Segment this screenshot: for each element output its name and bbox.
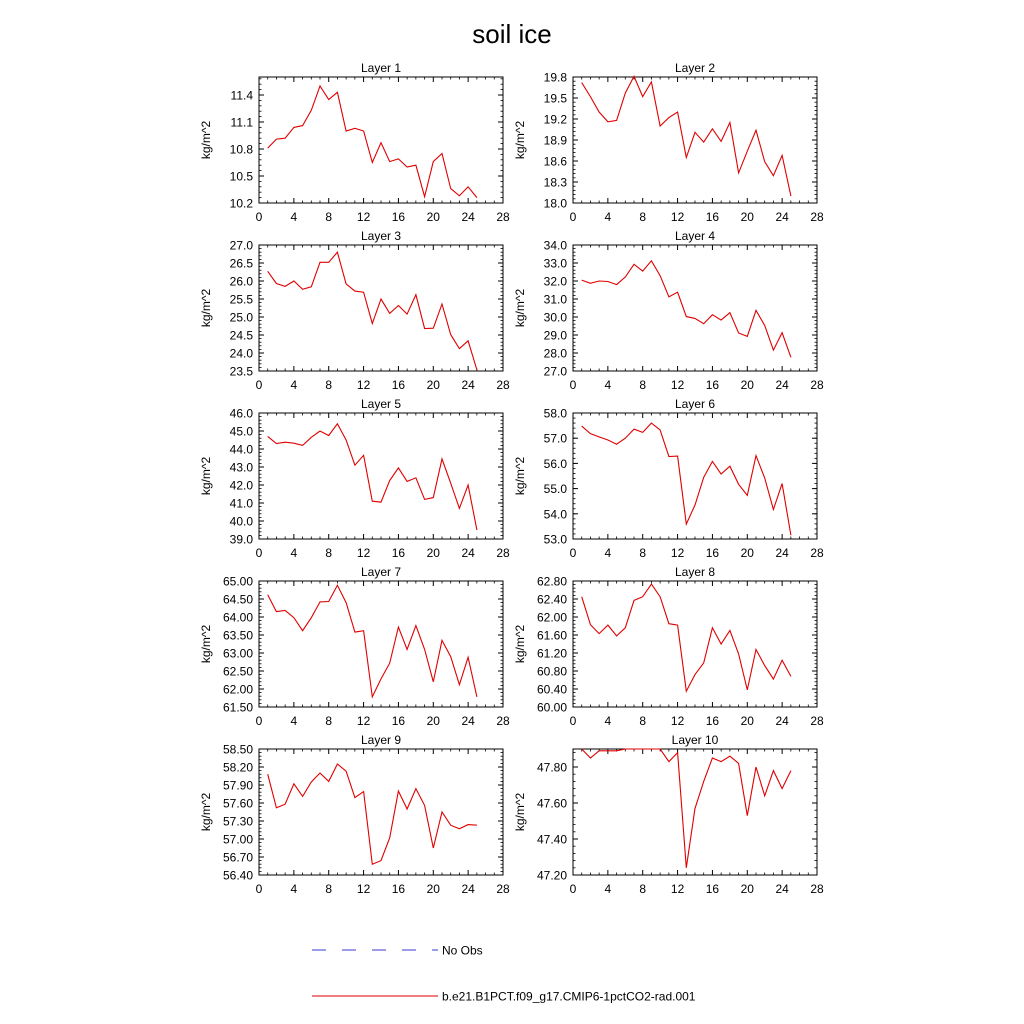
plot-frame: [259, 77, 503, 203]
y-tick-label: 11.4: [230, 88, 253, 103]
y-tick-label: 18.0: [543, 196, 567, 211]
x-tick-label: 20: [426, 546, 440, 560]
x-tick-label: 24: [775, 210, 789, 224]
plot-frame: [259, 413, 503, 539]
x-tick-label: 24: [461, 378, 475, 392]
y-tick-label: 23.5: [229, 364, 253, 379]
series-line: [268, 252, 477, 370]
x-tick-label: 24: [461, 546, 475, 560]
x-tick-label: 0: [255, 882, 263, 896]
y-tick-label: 47.60: [536, 796, 567, 811]
legend-label-model: b.e21.B1PCT.f09_g17.CMIP6-1pctCO2-rad.001: [442, 989, 696, 1004]
x-tick-label: 0: [569, 714, 577, 728]
y-tick-label: 65.00: [222, 574, 253, 589]
y-tick-label: 28.0: [543, 346, 567, 361]
x-tick-label: 28: [496, 546, 510, 560]
x-tick-label: 20: [740, 378, 754, 392]
x-tick-label: 12: [670, 546, 685, 560]
x-tick-label: 12: [670, 882, 685, 896]
x-tick-label: 20: [426, 378, 440, 392]
panel-title: Layer 4: [674, 229, 716, 243]
y-axis-label: kg/m^2: [199, 288, 213, 328]
y-tick-label: 55.0: [543, 482, 567, 497]
y-tick-label: 64.00: [222, 610, 253, 625]
y-tick-label: 10.5: [229, 169, 253, 184]
panel-layer-7: [199, 565, 510, 728]
y-tick-label: 46.0: [229, 406, 253, 421]
legend: [312, 944, 696, 1004]
y-tick-label: 56.40: [222, 868, 253, 883]
y-tick-label: 60.00: [536, 700, 567, 715]
y-tick-label: 47.20: [536, 868, 567, 883]
x-tick-label: 8: [325, 882, 333, 896]
x-tick-label: 16: [705, 210, 720, 224]
x-tick-label: 4: [290, 546, 298, 560]
series-line: [582, 584, 791, 691]
panel-title: Layer 3: [360, 229, 402, 243]
x-tick-label: 24: [775, 882, 789, 896]
y-tick-label: 19.5: [543, 91, 567, 106]
plot-frame: [573, 77, 817, 203]
x-tick-label: 8: [639, 210, 647, 224]
panel-layer-9: [199, 733, 510, 896]
panel-layer-8: [513, 565, 824, 728]
panel-layer-6: [513, 397, 824, 560]
panel-title: Layer 5: [360, 397, 402, 411]
x-tick-label: 28: [810, 378, 824, 392]
y-tick-label: 29.0: [543, 328, 567, 343]
x-tick-label: 16: [391, 378, 406, 392]
x-tick-label: 8: [639, 714, 647, 728]
y-axis-label: kg/m^2: [513, 792, 527, 832]
y-tick-label: 34.0: [543, 238, 567, 253]
y-axis-label: kg/m^2: [513, 120, 527, 160]
y-tick-label: 26.5: [229, 256, 253, 271]
x-tick-label: 4: [290, 378, 298, 392]
x-tick-label: 24: [461, 210, 475, 224]
x-tick-label: 20: [740, 714, 754, 728]
x-tick-label: 12: [670, 714, 685, 728]
y-tick-label: 24.5: [229, 328, 253, 343]
panel-title: Layer 1: [360, 61, 402, 75]
y-tick-label: 62.50: [222, 664, 253, 679]
y-tick-label: 18.6: [543, 154, 567, 169]
plot-frame: [573, 413, 817, 539]
series-line: [268, 86, 477, 198]
y-tick-label: 19.8: [543, 70, 567, 85]
y-tick-label: 62.80: [536, 574, 567, 589]
y-tick-label: 57.60: [222, 796, 253, 811]
y-tick-label: 61.50: [222, 700, 253, 715]
x-tick-label: 8: [639, 882, 647, 896]
x-tick-label: 24: [775, 378, 789, 392]
y-tick-label: 63.00: [222, 646, 253, 661]
y-tick-label: 30.0: [543, 310, 567, 325]
x-tick-label: 0: [569, 378, 577, 392]
panel-layer-2: [513, 61, 824, 224]
y-tick-label: 64.50: [222, 592, 253, 607]
y-tick-label: 33.0: [543, 256, 567, 271]
y-axis-label: kg/m^2: [513, 288, 527, 328]
y-tick-label: 39.0: [229, 532, 253, 547]
x-tick-label: 12: [356, 546, 371, 560]
y-tick-label: 31.0: [543, 292, 567, 307]
y-tick-label: 62.00: [536, 610, 567, 625]
x-tick-label: 4: [290, 714, 298, 728]
y-tick-label: 62.00: [222, 682, 253, 697]
panel-layer-10: [513, 733, 824, 896]
x-tick-label: 4: [604, 882, 612, 896]
x-tick-label: 4: [604, 546, 612, 560]
panel-title: Layer 8: [674, 565, 716, 579]
y-axis-label: kg/m^2: [199, 120, 213, 160]
panel-title: Layer 2: [674, 61, 716, 75]
y-tick-label: 43.0: [229, 460, 253, 475]
x-tick-label: 4: [290, 882, 298, 896]
y-tick-label: 24.0: [229, 346, 253, 361]
x-tick-label: 28: [810, 882, 824, 896]
plot-frame: [573, 245, 817, 371]
plot-frame: [259, 581, 503, 707]
x-tick-label: 16: [705, 882, 720, 896]
x-tick-label: 28: [810, 210, 824, 224]
x-tick-label: 24: [775, 546, 789, 560]
y-axis-label: kg/m^2: [513, 624, 527, 664]
y-tick-label: 40.0: [229, 514, 253, 529]
panel-title: Layer 7: [360, 565, 402, 579]
y-tick-label: 53.0: [543, 532, 567, 547]
y-tick-label: 57.90: [222, 778, 253, 793]
x-tick-label: 12: [356, 714, 371, 728]
y-tick-label: 57.0: [543, 431, 567, 446]
x-tick-label: 28: [496, 378, 510, 392]
series-line: [582, 749, 791, 868]
y-tick-label: 27.0: [229, 238, 253, 253]
series-line: [582, 261, 791, 358]
series-line: [582, 423, 791, 535]
y-tick-label: 18.3: [543, 175, 567, 190]
y-tick-label: 44.0: [229, 442, 253, 457]
y-tick-label: 58.50: [222, 742, 253, 757]
x-tick-label: 4: [604, 714, 612, 728]
panel-layer-3: [199, 229, 510, 392]
x-tick-label: 24: [461, 714, 475, 728]
x-tick-label: 8: [325, 378, 333, 392]
plot-frame: [259, 245, 503, 371]
y-tick-label: 60.80: [536, 664, 567, 679]
x-tick-label: 28: [496, 882, 510, 896]
plot-frame: [259, 749, 503, 875]
y-tick-label: 18.9: [543, 133, 567, 148]
y-tick-label: 62.40: [536, 592, 567, 607]
panel-layer-4: [513, 229, 824, 392]
panel-title: Layer 9: [360, 733, 402, 747]
x-tick-label: 4: [290, 210, 298, 224]
y-axis-label: kg/m^2: [199, 624, 213, 664]
plot-frame: [573, 581, 817, 707]
x-tick-label: 20: [426, 714, 440, 728]
y-tick-label: 61.60: [536, 628, 567, 643]
y-tick-label: 61.20: [536, 646, 567, 661]
x-tick-label: 28: [496, 210, 510, 224]
y-tick-label: 45.0: [229, 424, 253, 439]
x-tick-label: 16: [391, 210, 406, 224]
x-tick-label: 24: [461, 882, 475, 896]
x-tick-label: 4: [604, 378, 612, 392]
y-tick-label: 27.0: [543, 364, 567, 379]
x-tick-label: 12: [670, 378, 685, 392]
y-tick-label: 47.40: [536, 832, 567, 847]
y-tick-label: 63.50: [222, 628, 253, 643]
y-tick-label: 10.2: [229, 196, 253, 211]
x-tick-label: 24: [775, 714, 789, 728]
x-tick-label: 20: [740, 546, 754, 560]
x-tick-label: 20: [426, 210, 440, 224]
x-tick-label: 0: [569, 882, 577, 896]
x-tick-label: 16: [705, 714, 720, 728]
x-tick-label: 12: [356, 378, 371, 392]
y-tick-label: 56.70: [222, 850, 253, 865]
y-tick-label: 10.8: [229, 142, 253, 157]
y-axis-label: kg/m^2: [199, 456, 213, 496]
x-tick-label: 0: [255, 378, 263, 392]
y-tick-label: 57.00: [222, 832, 253, 847]
x-tick-label: 8: [639, 378, 647, 392]
x-tick-label: 0: [255, 714, 263, 728]
x-tick-label: 8: [325, 714, 333, 728]
y-tick-label: 26.0: [229, 274, 253, 289]
panel-layer-1: [199, 61, 510, 224]
series-line: [268, 764, 477, 864]
y-tick-label: 47.80: [536, 760, 567, 775]
series-line: [268, 424, 477, 530]
series-line: [268, 585, 477, 697]
y-tick-label: 58.20: [222, 760, 253, 775]
x-tick-label: 8: [325, 546, 333, 560]
x-tick-label: 4: [604, 210, 612, 224]
y-tick-label: 57.30: [222, 814, 253, 829]
x-tick-label: 28: [810, 714, 824, 728]
x-tick-label: 8: [639, 546, 647, 560]
y-tick-label: 42.0: [229, 478, 253, 493]
x-tick-label: 16: [391, 714, 406, 728]
x-tick-label: 12: [670, 210, 685, 224]
y-tick-label: 60.40: [536, 682, 567, 697]
x-tick-label: 16: [705, 378, 720, 392]
x-tick-label: 20: [740, 882, 754, 896]
panel-title: Layer 10: [671, 733, 719, 747]
x-tick-label: 28: [810, 546, 824, 560]
panel-title: Layer 6: [674, 397, 716, 411]
y-tick-label: 25.0: [229, 310, 253, 325]
y-tick-label: 11.1: [230, 115, 253, 130]
x-tick-label: 12: [356, 882, 371, 896]
y-tick-label: 56.0: [543, 456, 567, 471]
panels: [199, 61, 824, 896]
x-tick-label: 20: [426, 882, 440, 896]
x-tick-label: 16: [391, 546, 406, 560]
x-tick-label: 28: [496, 714, 510, 728]
y-tick-label: 41.0: [229, 496, 253, 511]
y-axis-label: kg/m^2: [513, 456, 527, 496]
y-tick-label: 19.2: [543, 112, 567, 127]
x-tick-label: 20: [740, 210, 754, 224]
legend-label-no-obs: No Obs: [442, 943, 483, 958]
x-tick-label: 0: [255, 546, 263, 560]
x-tick-label: 0: [255, 210, 263, 224]
series-line: [582, 76, 791, 196]
panel-layer-5: [199, 397, 510, 560]
y-tick-label: 58.0: [543, 406, 567, 421]
x-tick-label: 0: [569, 546, 577, 560]
figure-title: soil ice: [472, 19, 552, 49]
x-tick-label: 12: [356, 210, 371, 224]
x-tick-label: 8: [325, 210, 333, 224]
y-tick-label: 25.5: [229, 292, 253, 307]
x-tick-label: 0: [569, 210, 577, 224]
x-tick-label: 16: [391, 882, 406, 896]
x-tick-label: 16: [705, 546, 720, 560]
y-axis-label: kg/m^2: [199, 792, 213, 832]
y-tick-label: 54.0: [543, 507, 567, 522]
y-tick-label: 32.0: [543, 274, 567, 289]
